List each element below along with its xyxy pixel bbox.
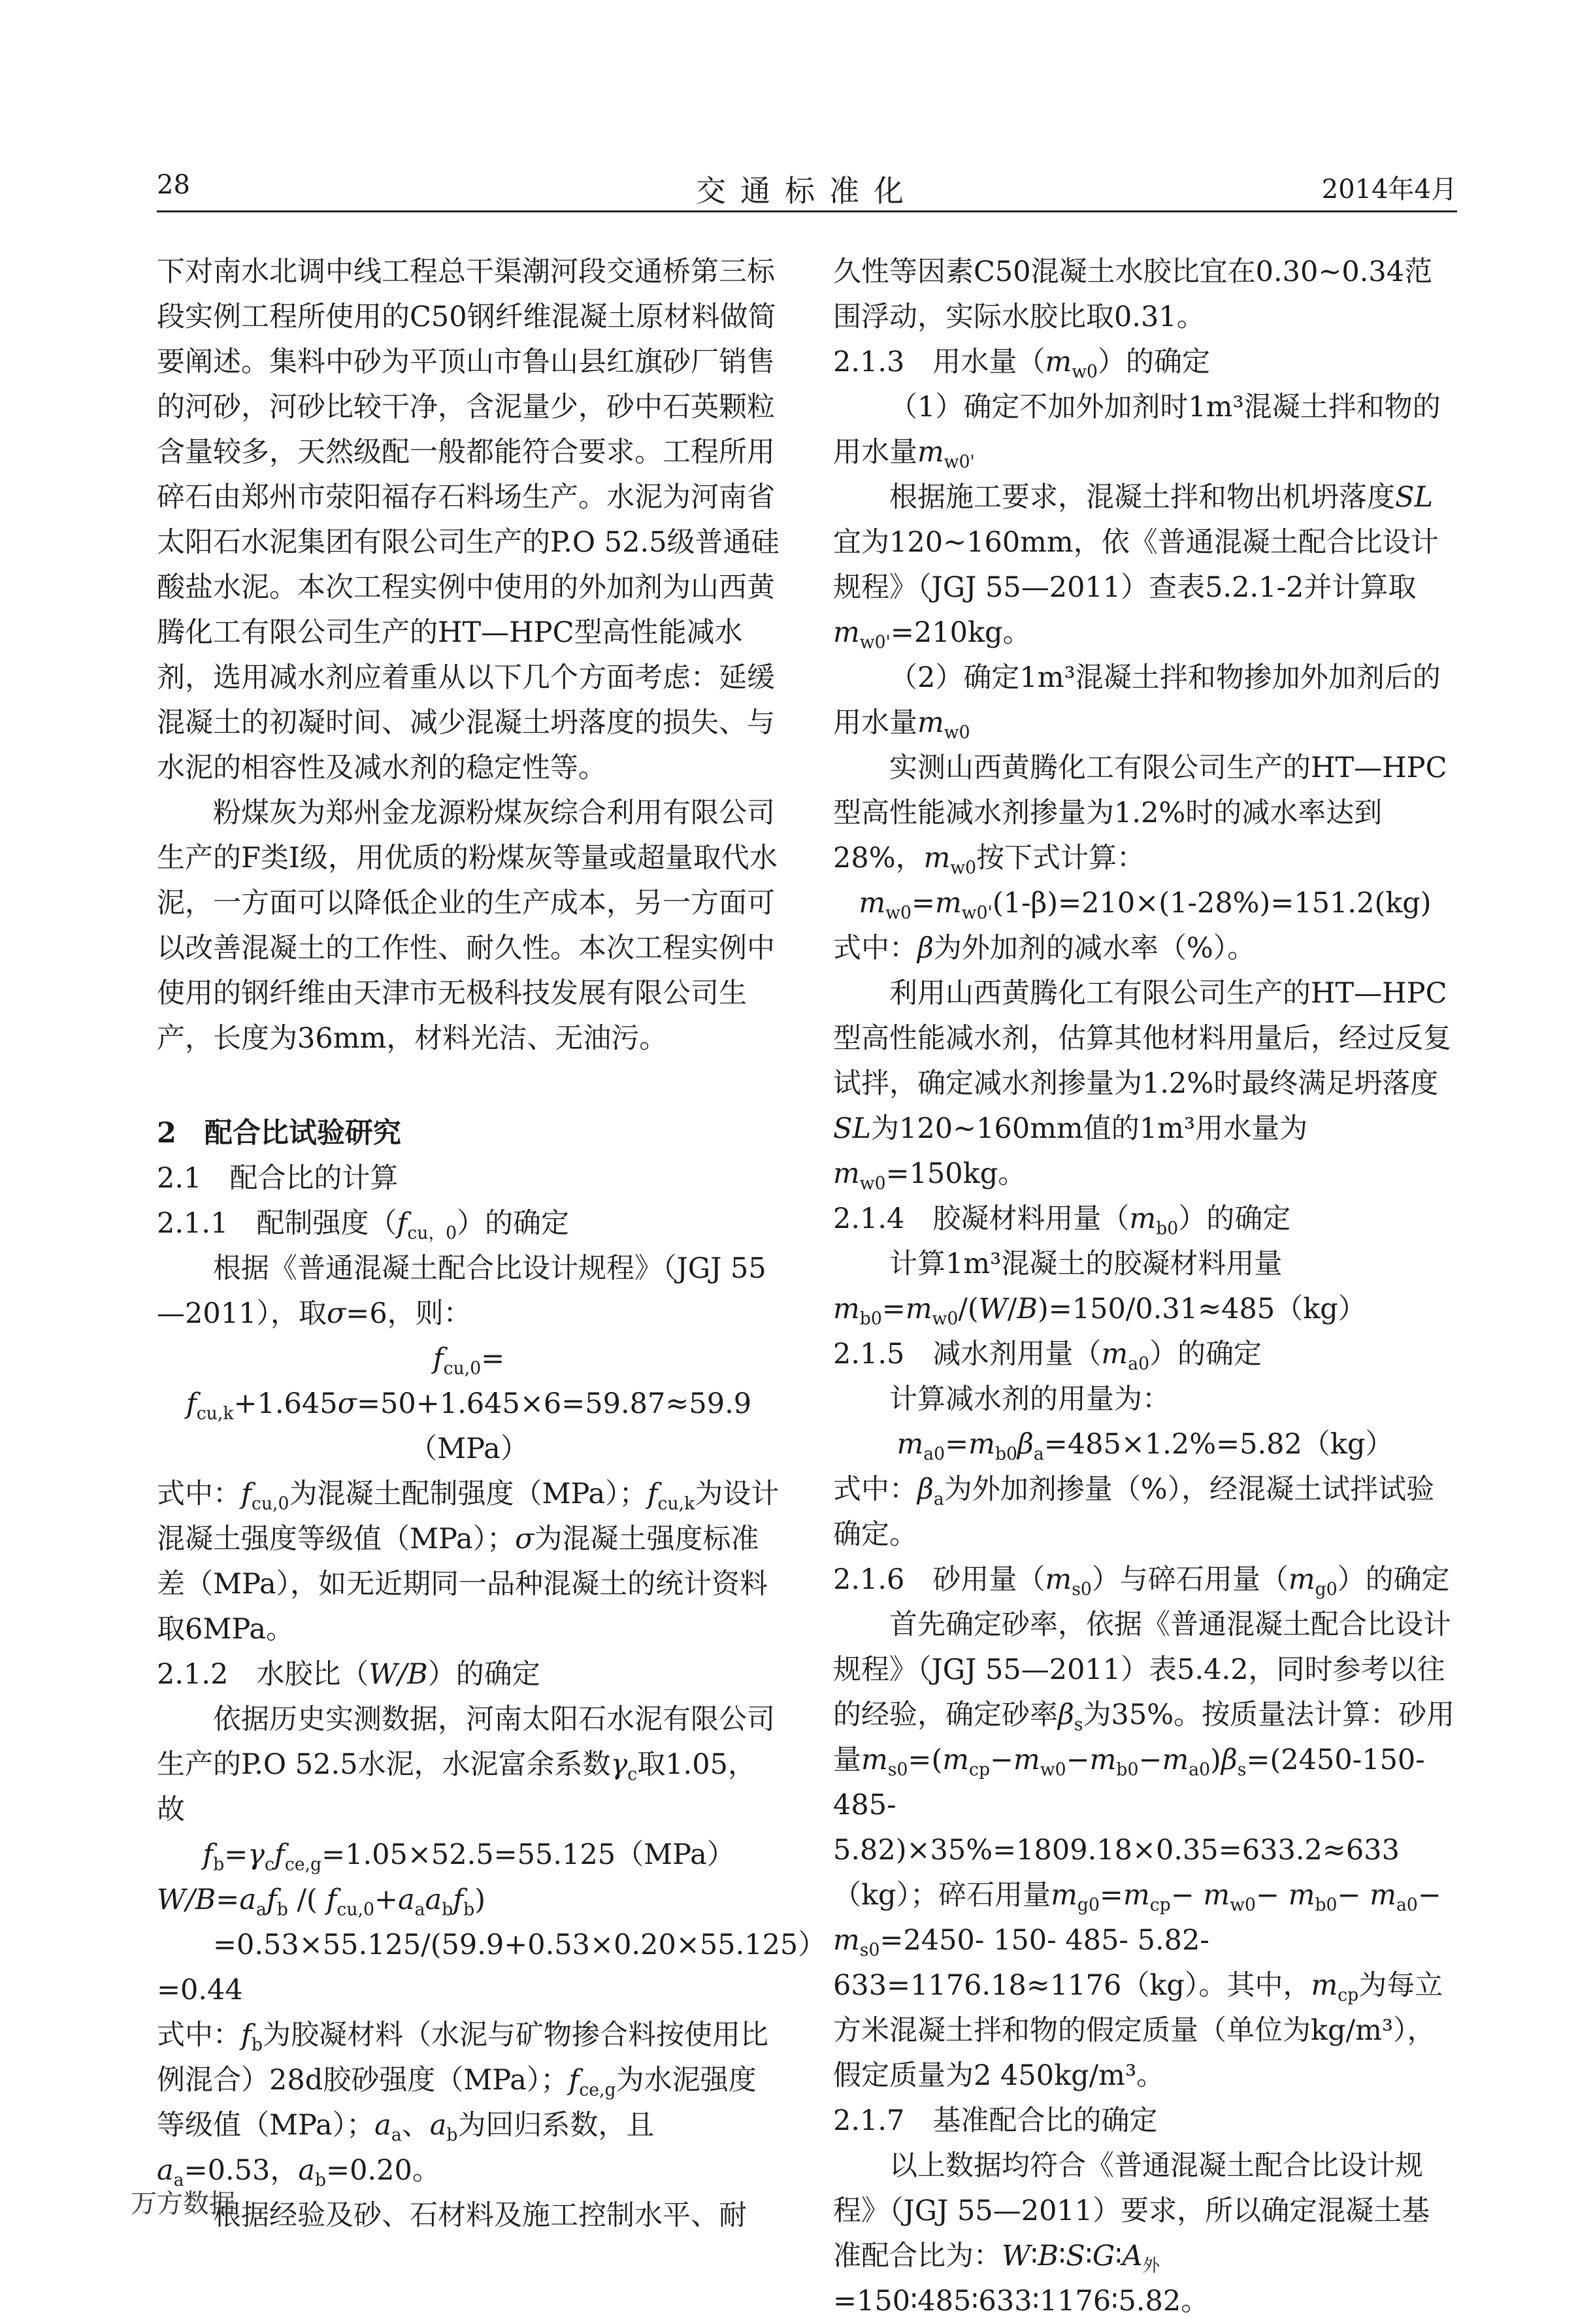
section-heading-2-1: 2.1 配合比的计算	[157, 1162, 399, 1195]
section-heading-2-1-1: 2.1.1 配制强度$(f_{cu,0})$的确定	[157, 1207, 570, 1244]
paragraph-reducer-rate: 实测山西黄腾化工有限公司生产的HT—HPC型高性能减水剂掺量为1.2%时的减水率达到28%，$m_{w0}$按下式计算：	[833, 752, 1447, 878]
paragraph-wb-experience: 根据经验及砂、石材料及施工控制水平、耐	[213, 2199, 747, 2232]
issue-date: 2014年4月	[1321, 174, 1457, 205]
paragraph-trial-mix: 利用山西黄腾化工有限公司生产的HT—HPC型高性能减水剂，估算其他材料用量后，经过反复试拌，确定减水剂掺量为1.2%时最终满足坍落度SL为120~160mm值的1m³用水量为$m_{w0}=150kg$。	[833, 977, 1451, 1194]
right-column	[833, 250, 1457, 2324]
paragraph-wb-where: 式中：$f_b$为胶凝材料（水泥与矿物掺合料按使用比例混合）28d胶砂强度（MPa）；$f_{ce,g}$为水泥强度等级值（MPa）；$a_a$、$a_b$为回归系数，且$a_a=0.53$，$a_b=0.20$。	[157, 2019, 768, 2191]
section-heading-2-1-5: 2.1.5 减水剂用量$(m_{a0})$的确定	[833, 1338, 1262, 1374]
equation-reducer: $m_{a0}=m_{b0}\beta_a=485\times 1.2\%=5.82(kg)$	[896, 1428, 1394, 1465]
page-number: 28	[157, 170, 190, 200]
running-header	[157, 163, 1457, 209]
paragraph-materials: 下对南水北调中线工程总干渠潮河段交通桥第三标段实例工程所使用的C50钢纤维混凝土原材料做简要阐述。集料中砂为平顶山市鲁山县红旗砂厂销售的河砂，河砂比较干净，含泥量少，砂中石英颗粒含量较多，天然级配一般都能符合要求。工程所用碎石由郑州市荥阳福存石料场生产。水泥为河南省太阳石水泥集团有限公司生产的P.O 52.5级普通硅酸盐水泥。本次工程实例中使用的外加剂为山西黄腾化工有限公司生产的HT—HPC型高性能减水剂，选用减水剂应着重从以下几个方面考虑：延缓混凝土的初凝时间、减少混凝土坍落度的损失、与水泥的相容性及减水剂的稳定性等。	[157, 256, 780, 784]
paragraph-wb-continued: 久性等因素C50混凝土水胶比宜在0.30~0.34范围浮动，实际水胶比取0.31。	[833, 256, 1433, 333]
paragraph-sand-gravel: 首先确定砂率，依据《普通混凝土配合比设计规程》（JGJ 55—2011）表5.4.2，同时参考以往的经验，确定砂率$\beta_s$为35%。按质量法计算：砂用量$m_{s0}=(m_{cp}-m_{w0}-m_{b0}-m_{a0})\beta_s=(2450-150-485-5.82)\times 35\%=1809.18\times 0.35=633.2\approx 633(kg)$；碎石用量$m_{g0}=m_{cp}- m_{w0}- m_{b0}- m_{a0}- m_{s0}=2450-$ 150- 485- 5.82- 633=1176.18≈1176（kg）。其中，$m_{cp}$为每立方米混凝土拌和物的假定质量（单位为kg/m³），假定质量为2 450kg/m³。	[833, 1608, 1455, 2092]
equation-wb: $W/B=a_af_b$ /( $f_{cu,0}+a_aa_bf_b$)	[157, 1884, 486, 1920]
paragraph-water-1: （1）确定不加外加剂时1m³混凝土拌和物的用水量$m_{w0'}$	[833, 391, 1441, 473]
watermark-footer: 万方数据	[131, 2189, 235, 2219]
section-heading-2-1-2: 2.1.2 水胶比（W/B）的确定	[157, 1658, 540, 1691]
equation-water: $m_{w0}=m_{w0'}(1-\beta)=210\times(1-28\%)=151.2(kg)$	[859, 887, 1432, 923]
section-heading-2-1-7: 2.1.7 基准配合比的确定	[833, 2104, 1158, 2137]
paragraph-flyash: 粉煤灰为郑州金龙源粉煤灰综合利用有限公司生产的F类I级，用优质的粉煤灰等量或超量取代水泥，一方面可以降低企业的生产成本，另一方面可以改善混凝土的工作性、耐久性。本次工程实例中使用的钢纤维由天津市无极科技发展有限公司生产，长度为36mm，材料光洁、无油污。	[157, 797, 778, 1055]
paragraph-binder: 计算1m³混凝土的胶凝材料用量$m_{b0}=m_{w0}/(W/B)=150/0.31\approx 485(kg)$	[833, 1248, 1366, 1329]
equation-strength: $f_{cu,0}= f_{cu,k}+1.645\sigma=50+1.645\times 6=59.87\approx 59.9(MPa)$	[186, 1342, 752, 1465]
journal-title: 交通标准化	[696, 173, 918, 208]
paragraph-cement: 依据历史实测数据，河南太阳石水泥有限公司生产的P.O 52.5水泥，水泥富余系数$\gamma_c$取1.05，故	[157, 1703, 775, 1826]
paragraph-strength-where: 式中：$f_{cu,0}$为混凝土配制强度（MPa）；$f_{cu,k}$为设计混凝土强度等级值（MPa）；σ为混凝土强度标准差（MPa），如无近期同一品种混凝土的统计资料取6MPa。	[157, 1478, 780, 1646]
header-rule	[157, 210, 1457, 212]
section-heading-2-1-3: 2.1.3 用水量$(m_{w0})$的确定	[833, 346, 1210, 382]
paragraph-strength: 根据《普通混凝土配合比设计规程》（JGJ 55—2011），取σ=6，则：	[157, 1252, 766, 1330]
equation-wb-value: =0.53×55.125/(59.9+0.53×0.20×55.125）=0.44	[157, 1929, 827, 2006]
paragraph-slump: 根据施工要求，混凝土拌和物出机坍落度SL宜为120~160mm，依《普通混凝土配合比设计规程》（JGJ 55—2011）查表5.2.1-2并计算取$m_{w0'}=210kg$。	[833, 481, 1439, 653]
paragraph-water-where: 式中：β为外加剂的减水率（%）。	[833, 932, 1256, 965]
left-column	[157, 250, 827, 2238]
section-heading-2: 2 配合比试验研究	[157, 1117, 401, 1150]
paragraph-reducer-calc: 计算减水剂的用量为：	[889, 1383, 1170, 1416]
paragraph-base-mix: 以上数据均符合《普通混凝土配合比设计规程》（JGJ 55—2011）要求，所以确定混凝土基准配合比为：$W∶B∶S∶G∶A_外=150∶485∶633∶1176∶5.82$。	[833, 2150, 1430, 2317]
equation-fb: $f_b=\gamma_cf_{ce,g}=1.05\times 52.5=55.125(MPa)$	[203, 1838, 735, 1875]
section-heading-2-1-6: 2.1.6 砂用量$(m_{s0})$与碎石用量$(m_{g0})$的确定	[833, 1563, 1450, 1600]
paragraph-water-2: （2）确定1m³混凝土拌和物掺加外加剂后的用水量$m_{w0}$	[833, 661, 1441, 743]
paragraph-reducer-where: 式中：$\beta_a$为外加剂掺量（%），经混凝土试拌试验确定。	[833, 1473, 1435, 1551]
section-heading-2-1-4: 2.1.4 胶凝材料用量$(m_{b0})$的确定	[833, 1203, 1291, 1239]
